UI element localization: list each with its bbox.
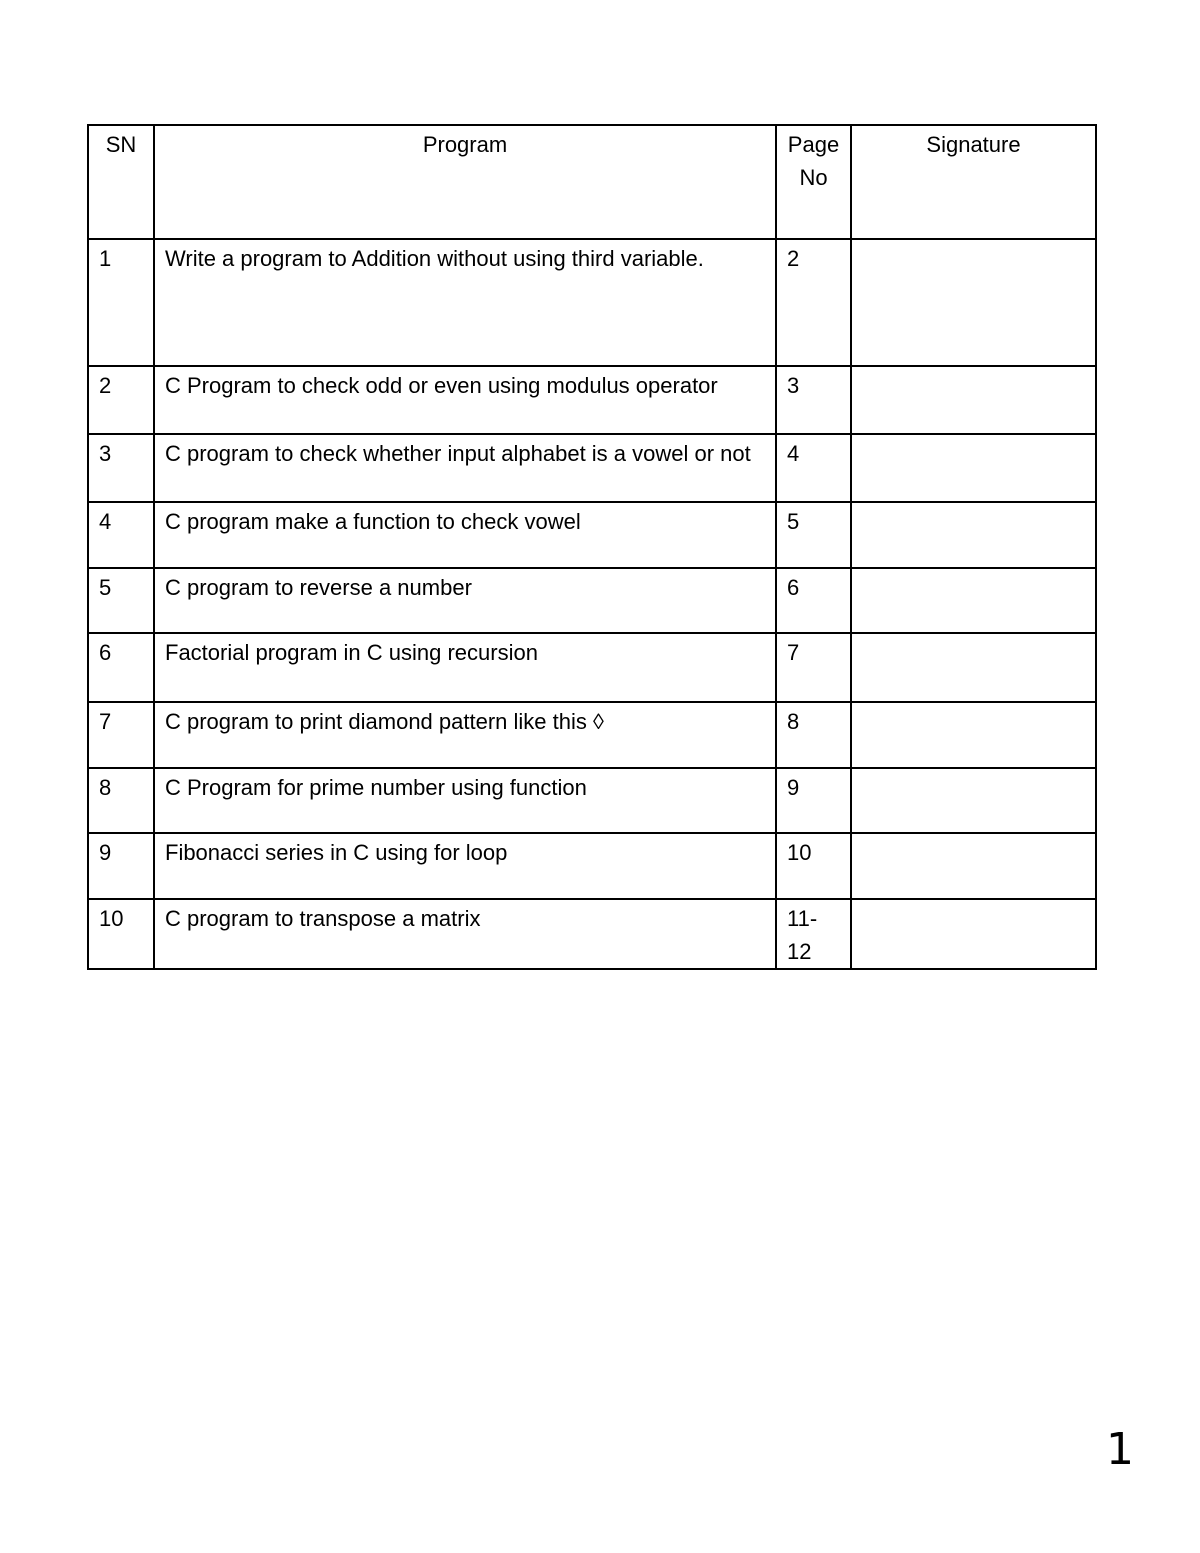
cell-sn: 10	[88, 899, 154, 969]
cell-signature	[851, 568, 1096, 633]
header-sn: SN	[88, 125, 154, 239]
table-row	[88, 633, 1096, 702]
cell-program: C program to reverse a number	[154, 568, 776, 633]
cell-program: C program to print diamond pattern like this ◊	[154, 702, 776, 768]
cell-signature	[851, 833, 1096, 899]
cell-signature	[851, 768, 1096, 833]
cell-program: C program make a function to check vowel	[154, 502, 776, 568]
table-row	[88, 366, 1096, 434]
cell-sn: 8	[88, 768, 154, 833]
cell-page: 8	[776, 702, 851, 768]
table-row	[88, 239, 1096, 366]
cell-program: C Program to check odd or even using modulus operator	[154, 366, 776, 434]
cell-program: Fibonacci series in C using for loop	[154, 833, 776, 899]
page-number: 1	[1106, 1424, 1134, 1475]
cell-signature	[851, 899, 1096, 969]
header-signature: Signature	[851, 125, 1096, 239]
cell-signature	[851, 633, 1096, 702]
cell-sn: 7	[88, 702, 154, 768]
cell-page: 6	[776, 568, 851, 633]
cell-program: Write a program to Addition without using third variable.	[154, 239, 776, 366]
table-row	[88, 502, 1096, 568]
cell-page: 10	[776, 833, 851, 899]
cell-page: 3	[776, 366, 851, 434]
table-header-row	[88, 125, 1096, 239]
cell-sn: 6	[88, 633, 154, 702]
cell-signature	[851, 702, 1096, 768]
cell-signature	[851, 239, 1096, 366]
table-row	[88, 899, 1096, 969]
cell-sn: 5	[88, 568, 154, 633]
header-page-no: Page No	[776, 125, 851, 239]
header-program: Program	[154, 125, 776, 239]
cell-page: 11-12	[776, 899, 851, 969]
table-row	[88, 833, 1096, 899]
cell-program: Factorial program in C using recursion	[154, 633, 776, 702]
cell-sn: 9	[88, 833, 154, 899]
cell-page: 4	[776, 434, 851, 502]
cell-signature	[851, 366, 1096, 434]
table-row	[88, 568, 1096, 633]
cell-program: C Program for prime number using function	[154, 768, 776, 833]
cell-sn: 3	[88, 434, 154, 502]
cell-page: 2	[776, 239, 851, 366]
cell-program: C program to transpose a matrix	[154, 899, 776, 969]
table-row	[88, 702, 1096, 768]
cell-sn: 4	[88, 502, 154, 568]
program-index-table	[87, 124, 1097, 970]
cell-page: 5	[776, 502, 851, 568]
cell-signature	[851, 434, 1096, 502]
cell-program: C program to check whether input alphabet is a vowel or not	[154, 434, 776, 502]
cell-page: 9	[776, 768, 851, 833]
cell-signature	[851, 502, 1096, 568]
table-row	[88, 434, 1096, 502]
cell-sn: 1	[88, 239, 154, 366]
table-row	[88, 768, 1096, 833]
cell-page: 7	[776, 633, 851, 702]
cell-sn: 2	[88, 366, 154, 434]
